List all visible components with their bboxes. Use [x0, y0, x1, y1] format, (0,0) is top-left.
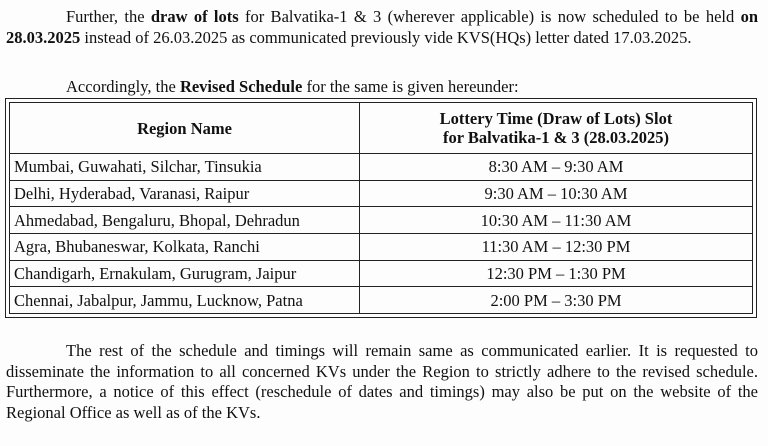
time-slot-cell: 8:30 AM – 9:30 AM	[360, 154, 753, 181]
schedule-table-frame	[5, 98, 757, 318]
header-time-line1: Lottery Time (Draw of Lots) Slot	[439, 109, 673, 128]
para1-bold-date: on 28.03.2025	[6, 7, 758, 47]
para3-text: The rest of the schedule and timings will remain same as communicated earlier. It is requested to disseminate the information to all concerned KVs under the Region to strictly adhere to the revised schedule. Furthermore, a notice of this effect (reschedule of dates and timings) may also be put on the website of the Regional Office as well as of the KVs.	[6, 341, 758, 422]
table-row	[10, 154, 753, 181]
header-time-line2: for Balvatika-1 & 3 (28.03.2025)	[442, 128, 670, 147]
region-cell: Mumbai, Guwahati, Silchar, Tinsukia	[10, 154, 360, 181]
region-cell: Ahmedabad, Bengaluru, Bhopal, Dehradun	[10, 207, 360, 234]
table-header-row	[10, 103, 753, 154]
table-row	[10, 180, 753, 207]
table-row	[10, 287, 753, 314]
para2-text-1: Accordingly, the	[66, 77, 180, 96]
time-slot-cell: 12:30 PM – 1:30 PM	[360, 260, 753, 287]
region-cell: Chandigarh, Ernakulam, Gurugram, Jaipur	[10, 260, 360, 287]
table-row	[10, 233, 753, 260]
para2-bold-revised-schedule: Revised Schedule	[179, 77, 303, 96]
region-cell: Agra, Bhubaneswar, Kolkata, Ranchi	[10, 233, 360, 260]
para1-text-2: for Balvatika-1 & 3 (wherever applicable) is now scheduled to be held	[238, 7, 741, 26]
region-cell: Delhi, Hyderabad, Varanasi, Raipur	[10, 180, 360, 207]
paragraph-closing-note	[6, 341, 758, 423]
paragraph-draw-of-lots	[6, 7, 758, 48]
para1-bold-draw-of-lots: draw of lots	[150, 7, 239, 26]
schedule-table	[9, 102, 753, 314]
region-cell: Chennai, Jabalpur, Jammu, Lucknow, Patna	[10, 287, 360, 314]
header-region-name: Region Name	[10, 103, 360, 154]
paragraph-revised-schedule	[66, 77, 756, 98]
time-slot-cell: 9:30 AM – 10:30 AM	[360, 180, 753, 207]
para1-text-3: instead of 26.03.2025 as communicated previously vide KVS(HQs) letter dated 17.03.2025.	[80, 27, 692, 47]
table-row	[10, 260, 753, 287]
table-row	[10, 207, 753, 234]
time-slot-cell: 2:00 PM – 3:30 PM	[360, 287, 753, 314]
time-slot-cell: 11:30 AM – 12:30 PM	[360, 233, 753, 260]
para2-text-2: for the same is given hereunder:	[302, 77, 519, 96]
time-slot-cell: 10:30 AM – 11:30 AM	[360, 207, 753, 234]
para1-text-1: Further, the	[66, 7, 151, 26]
header-lottery-time	[360, 103, 753, 154]
